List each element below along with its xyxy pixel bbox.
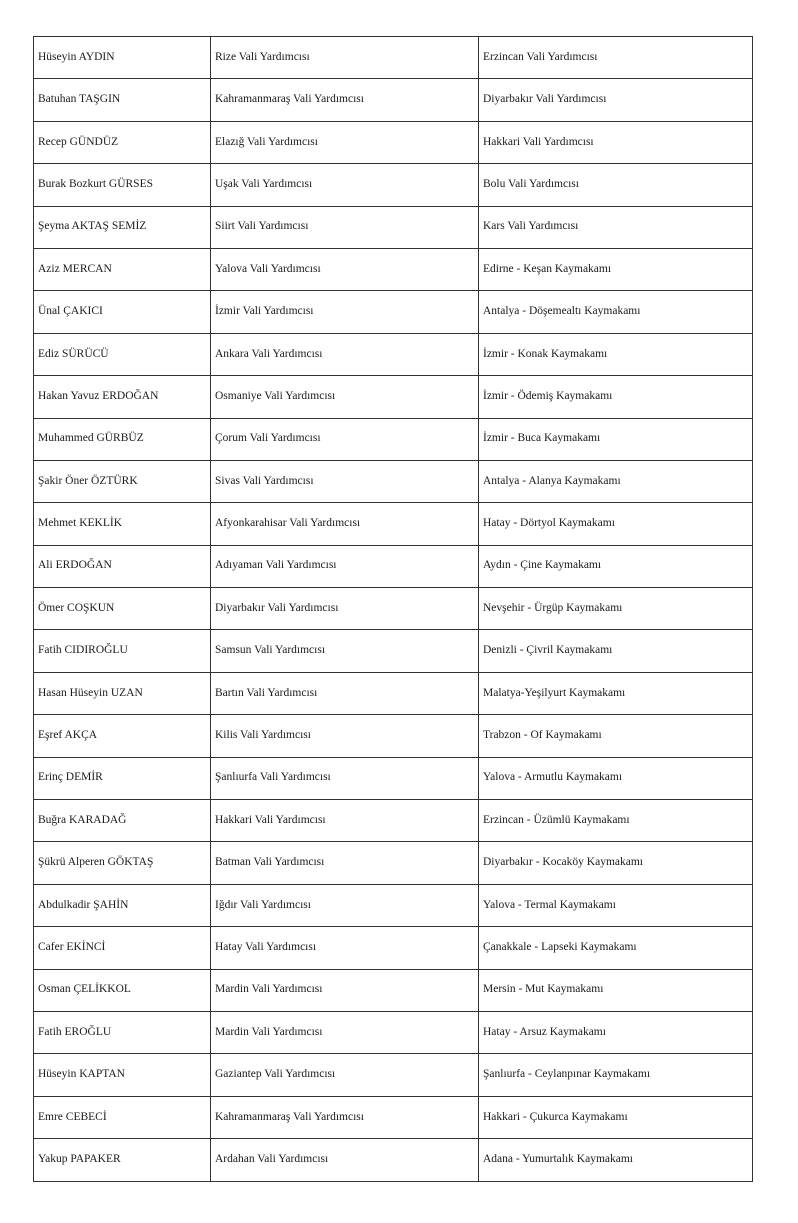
current-position-cell: Yalova Vali Yardımcısı [211, 248, 479, 290]
table-row [34, 503, 753, 545]
appointment-table-body [34, 37, 753, 1182]
table-row [34, 164, 753, 206]
new-position-cell: Bolu Vali Yardımcısı [479, 164, 753, 206]
appointment-table [33, 36, 753, 1182]
new-position-cell: Denizli - Çivril Kaymakamı [479, 630, 753, 672]
current-position-cell: Kilis Vali Yardımcısı [211, 715, 479, 757]
name-cell: Osman ÇELİKKOL [34, 969, 211, 1011]
name-cell: Eşref AKÇA [34, 715, 211, 757]
name-cell: Mehmet KEKLİK [34, 503, 211, 545]
new-position-cell: Malatya-Yeşilyurt Kaymakamı [479, 672, 753, 714]
new-position-cell: İzmir - Ödemiş Kaymakamı [479, 376, 753, 418]
name-cell: Ediz SÜRÜCÜ [34, 333, 211, 375]
new-position-cell: Hatay - Dörtyol Kaymakamı [479, 503, 753, 545]
current-position-cell: Hatay Vali Yardımcısı [211, 927, 479, 969]
table-row [34, 842, 753, 884]
current-position-cell: Gaziantep Vali Yardımcısı [211, 1054, 479, 1096]
name-cell: Şükrü Alperen GÖKTAŞ [34, 842, 211, 884]
new-position-cell: Adana - Yumurtalık Kaymakamı [479, 1139, 753, 1181]
new-position-cell: Diyarbakır Vali Yardımcısı [479, 79, 753, 121]
new-position-cell: Şanlıurfa - Ceylanpınar Kaymakamı [479, 1054, 753, 1096]
new-position-cell: Nevşehir - Ürgüp Kaymakamı [479, 588, 753, 630]
table-row [34, 206, 753, 248]
current-position-cell: Osmaniye Vali Yardımcısı [211, 376, 479, 418]
new-position-cell: Diyarbakır - Kocaköy Kaymakamı [479, 842, 753, 884]
current-position-cell: Çorum Vali Yardımcısı [211, 418, 479, 460]
current-position-cell: Batman Vali Yardımcısı [211, 842, 479, 884]
name-cell: Fatih EROĞLU [34, 1011, 211, 1053]
new-position-cell: Erzincan Vali Yardımcısı [479, 37, 753, 79]
current-position-cell: Ankara Vali Yardımcısı [211, 333, 479, 375]
table-row [34, 927, 753, 969]
name-cell: Erinç DEMİR [34, 757, 211, 799]
table-row [34, 969, 753, 1011]
current-position-cell: Afyonkarahisar Vali Yardımcısı [211, 503, 479, 545]
table-row [34, 715, 753, 757]
current-position-cell: Iğdır Vali Yardımcısı [211, 884, 479, 926]
table-row [34, 460, 753, 502]
current-position-cell: Mardin Vali Yardımcısı [211, 969, 479, 1011]
new-position-cell: Hakkari - Çukurca Kaymakamı [479, 1096, 753, 1138]
new-position-cell: Antalya - Döşemealtı Kaymakamı [479, 291, 753, 333]
table-row [34, 291, 753, 333]
table-row [34, 630, 753, 672]
name-cell: Şeyma AKTAŞ SEMİZ [34, 206, 211, 248]
new-position-cell: Aydın - Çine Kaymakamı [479, 545, 753, 587]
new-position-cell: Hakkari Vali Yardımcısı [479, 121, 753, 163]
name-cell: Hasan Hüseyin UZAN [34, 672, 211, 714]
name-cell: Şakir Öner ÖZTÜRK [34, 460, 211, 502]
table-row [34, 1011, 753, 1053]
table-row [34, 757, 753, 799]
name-cell: Yakup PAPAKER [34, 1139, 211, 1181]
current-position-cell: Rize Vali Yardımcısı [211, 37, 479, 79]
name-cell: Aziz MERCAN [34, 248, 211, 290]
name-cell: Batuhan TAŞGIN [34, 79, 211, 121]
new-position-cell: Yalova - Termal Kaymakamı [479, 884, 753, 926]
current-position-cell: Samsun Vali Yardımcısı [211, 630, 479, 672]
current-position-cell: Kahramanmaraş Vali Yardımcısı [211, 1096, 479, 1138]
current-position-cell: Ardahan Vali Yardımcısı [211, 1139, 479, 1181]
table-row [34, 37, 753, 79]
new-position-cell: Mersin - Mut Kaymakamı [479, 969, 753, 1011]
name-cell: Cafer EKİNCİ [34, 927, 211, 969]
name-cell: Emre CEBECİ [34, 1096, 211, 1138]
table-row [34, 1054, 753, 1096]
table-row [34, 333, 753, 375]
table-row [34, 800, 753, 842]
current-position-cell: Siirt Vali Yardımcısı [211, 206, 479, 248]
name-cell: Buğra KARADAĞ [34, 800, 211, 842]
new-position-cell: Edirne - Keşan Kaymakamı [479, 248, 753, 290]
name-cell: Ali ERDOĞAN [34, 545, 211, 587]
current-position-cell: Adıyaman Vali Yardımcısı [211, 545, 479, 587]
new-position-cell: Kars Vali Yardımcısı [479, 206, 753, 248]
current-position-cell: Sivas Vali Yardımcısı [211, 460, 479, 502]
new-position-cell: İzmir - Buca Kaymakamı [479, 418, 753, 460]
current-position-cell: Bartın Vali Yardımcısı [211, 672, 479, 714]
table-row [34, 672, 753, 714]
appointment-table-container [33, 36, 752, 1182]
new-position-cell: Antalya - Alanya Kaymakamı [479, 460, 753, 502]
table-row [34, 248, 753, 290]
current-position-cell: Mardin Vali Yardımcısı [211, 1011, 479, 1053]
name-cell: Abdulkadir ŞAHİN [34, 884, 211, 926]
table-row [34, 418, 753, 460]
name-cell: Hüseyin KAPTAN [34, 1054, 211, 1096]
table-row [34, 121, 753, 163]
name-cell: Recep GÜNDÜZ [34, 121, 211, 163]
new-position-cell: Hatay - Arsuz Kaymakamı [479, 1011, 753, 1053]
current-position-cell: Hakkari Vali Yardımcısı [211, 800, 479, 842]
name-cell: Muhammed GÜRBÜZ [34, 418, 211, 460]
table-row [34, 1139, 753, 1181]
name-cell: Hakan Yavuz ERDOĞAN [34, 376, 211, 418]
current-position-cell: İzmir Vali Yardımcısı [211, 291, 479, 333]
table-row [34, 376, 753, 418]
name-cell: Burak Bozkurt GÜRSES [34, 164, 211, 206]
name-cell: Fatih CIDIROĞLU [34, 630, 211, 672]
current-position-cell: Uşak Vali Yardımcısı [211, 164, 479, 206]
current-position-cell: Elazığ Vali Yardımcısı [211, 121, 479, 163]
name-cell: Ömer COŞKUN [34, 588, 211, 630]
current-position-cell: Şanlıurfa Vali Yardımcısı [211, 757, 479, 799]
new-position-cell: Erzincan - Üzümlü Kaymakamı [479, 800, 753, 842]
current-position-cell: Kahramanmaraş Vali Yardımcısı [211, 79, 479, 121]
table-row [34, 79, 753, 121]
new-position-cell: Yalova - Armutlu Kaymakamı [479, 757, 753, 799]
name-cell: Ünal ÇAKICI [34, 291, 211, 333]
new-position-cell: İzmir - Konak Kaymakamı [479, 333, 753, 375]
table-row [34, 1096, 753, 1138]
new-position-cell: Çanakkale - Lapseki Kaymakamı [479, 927, 753, 969]
name-cell: Hüseyin AYDIN [34, 37, 211, 79]
table-row [34, 884, 753, 926]
table-row [34, 545, 753, 587]
table-row [34, 588, 753, 630]
new-position-cell: Trabzon - Of Kaymakamı [479, 715, 753, 757]
current-position-cell: Diyarbakır Vali Yardımcısı [211, 588, 479, 630]
